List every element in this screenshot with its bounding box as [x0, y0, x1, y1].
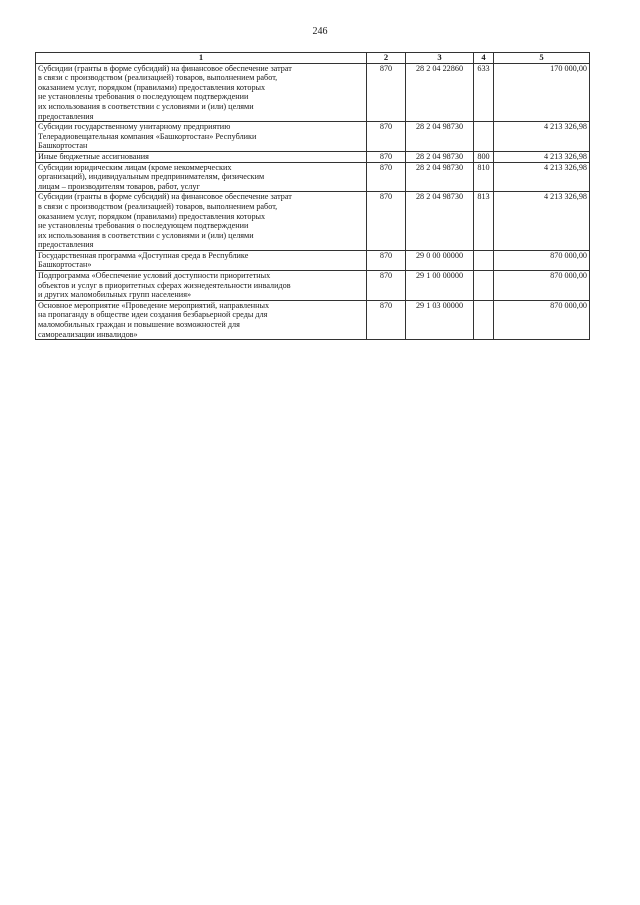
row-amount-cell: 870 000,00 — [494, 250, 590, 270]
row-amount-cell: 170 000,00 — [494, 63, 590, 122]
row-code-cell: 870 — [367, 151, 406, 162]
row-code-cell: 870 — [367, 63, 406, 122]
row-expense-type-cell — [474, 122, 494, 152]
row-expense-type-cell — [474, 250, 494, 270]
row-code-cell: 870 — [367, 250, 406, 270]
column-header-3: 3 — [406, 53, 474, 64]
row-expense-type-cell — [474, 300, 494, 339]
row-target-article-cell: 28 2 04 98730 — [406, 192, 474, 251]
column-header-2: 2 — [367, 53, 406, 64]
row-expense-type-cell — [474, 271, 494, 301]
row-code-cell: 870 — [367, 271, 406, 301]
row-expense-type-cell: 813 — [474, 192, 494, 251]
row-name-cell: Основное мероприятие «Проведение мероприятий, направленных на пропаганду в обществе идеи создания безбарьерной среды для маломобильных граждан и повышение возможностей для самореализации инвалидов» — [36, 300, 367, 339]
row-code-cell: 870 — [367, 192, 406, 251]
row-target-article-cell: 29 1 03 00000 — [406, 300, 474, 339]
table-row — [36, 162, 590, 192]
row-code-cell: 870 — [367, 162, 406, 192]
row-expense-type-cell: 633 — [474, 63, 494, 122]
page-number: 246 — [312, 26, 328, 37]
row-target-article-cell: 29 0 00 00000 — [406, 250, 474, 270]
budget-table — [35, 52, 590, 340]
row-target-article-cell: 29 1 00 00000 — [406, 271, 474, 301]
row-name-cell: Субсидии юридическим лицам (кроме некоммерческих организаций), индивидуальным предпринимателям, физическим лицам – производителям товаров, работ, услуг — [36, 162, 367, 192]
row-expense-type-cell: 810 — [474, 162, 494, 192]
table-row — [36, 250, 590, 270]
row-target-article-cell: 28 2 04 98730 — [406, 122, 474, 152]
column-header-4: 4 — [474, 53, 494, 64]
table-row — [36, 122, 590, 152]
column-header-5: 5 — [494, 53, 590, 64]
row-target-article-cell: 28 2 04 22860 — [406, 63, 474, 122]
row-amount-cell: 870 000,00 — [494, 271, 590, 301]
row-amount-cell: 4 213 326,98 — [494, 122, 590, 152]
table-row — [36, 192, 590, 251]
row-name-cell: Иные бюджетные ассигнования — [36, 151, 367, 162]
row-code-cell: 870 — [367, 122, 406, 152]
table-header-row — [36, 53, 590, 64]
row-amount-cell: 4 213 326,98 — [494, 192, 590, 251]
row-amount-cell: 4 213 326,98 — [494, 151, 590, 162]
table-row — [36, 300, 590, 339]
table-row — [36, 151, 590, 162]
row-name-cell: Субсидии (гранты в форме субсидий) на финансовое обеспечение затрат в связи с производством (реализацией) товаров, выполнением работ, оказанием услуг, порядком (правилами) предоставления которых не установлены требования о последующем подтверждении их использования в соответствии с условиями и (или) целями предоставления — [36, 63, 367, 122]
row-expense-type-cell: 800 — [474, 151, 494, 162]
row-target-article-cell: 28 2 04 98730 — [406, 151, 474, 162]
row-code-cell: 870 — [367, 300, 406, 339]
table-row — [36, 63, 590, 122]
row-name-cell: Подпрограмма «Обеспечение условий доступности приоритетных объектов и услуг в приоритетных сферах жизнедеятельности инвалидов и других маломобильных групп населения» — [36, 271, 367, 301]
column-header-1: 1 — [36, 53, 367, 64]
row-name-cell: Субсидии государственному унитарному предприятию Телерадиовещательная компания «Башкортостан» Республики Башкортостан — [36, 122, 367, 152]
row-target-article-cell: 28 2 04 98730 — [406, 162, 474, 192]
row-amount-cell: 870 000,00 — [494, 300, 590, 339]
row-amount-cell: 4 213 326,98 — [494, 162, 590, 192]
row-name-cell: Субсидии (гранты в форме субсидий) на финансовое обеспечение затрат в связи с производством (реализацией) товаров, выполнением работ, оказанием услуг, порядком (правилами) предоставления которых не установлены требования о последующем подтверждении их использования в соответствии с условиями и (или) целями предоставления — [36, 192, 367, 251]
table-row — [36, 271, 590, 301]
row-name-cell: Государственная программа «Доступная среда в Республике Башкортостан» — [36, 250, 367, 270]
